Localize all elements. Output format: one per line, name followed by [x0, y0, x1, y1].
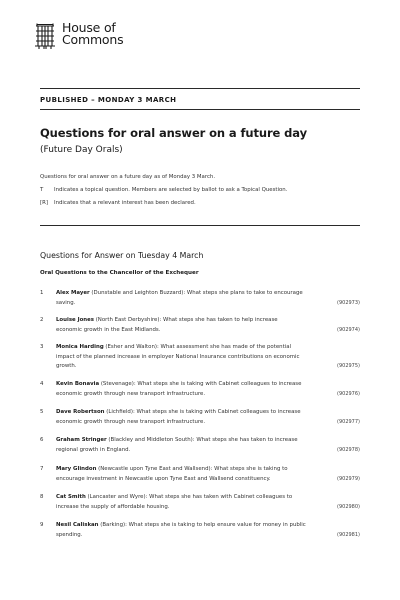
page-subtitle: (Future Day Orals)	[40, 145, 123, 155]
question-text-cont: impact of the planned increase in employer National Insurance contributions on economic	[56, 353, 300, 360]
question-text-cont: regional growth in England.	[56, 446, 131, 453]
question-text: What steps she has taken to help increase	[163, 317, 278, 323]
day-heading: Questions for Answer on Tuesday 4 March	[40, 251, 204, 260]
logo-line-1: House of	[62, 20, 116, 35]
question-text-cont: increase the supply of affordable housing.	[56, 503, 170, 510]
question-number: 3	[40, 344, 44, 350]
question-text: What steps she has taken with Cabinet colleagues to	[149, 494, 293, 500]
constituency: (Dunstable and Leighton Buzzard):	[91, 290, 186, 296]
intro-text: Questions for oral answer on a future day as of Monday 3 March.	[40, 174, 216, 180]
portcullis-icon	[34, 22, 56, 50]
legend-text: Indicates that a relevant interest has been declared.	[54, 200, 196, 206]
section-rule	[40, 225, 360, 226]
section-heading: Oral Questions to the Chancellor of the Exchequer	[40, 270, 199, 276]
question-reference: (902973)	[337, 299, 360, 306]
published-date: PUBLISHED – MONDAY 3 MARCH	[40, 96, 177, 104]
question-text-cont: economic growth in the East Midlands.	[56, 326, 161, 333]
legend-key: [R]	[40, 200, 48, 206]
legend-topical	[40, 187, 370, 193]
member-name: Alex Mayer	[56, 290, 90, 296]
question-reference: (902976)	[337, 390, 360, 397]
house-of-commons-logo	[34, 22, 123, 50]
question-number: 4	[40, 381, 44, 387]
member-name: Cat Smith	[56, 494, 86, 500]
question-reference: (902974)	[337, 326, 360, 333]
constituency: (Blackley and Middleton South):	[108, 437, 195, 443]
constituency: (Barking):	[100, 522, 127, 528]
question-reference: (902979)	[337, 475, 360, 482]
top-rule	[40, 88, 360, 89]
legend-interest	[40, 200, 370, 206]
question-text-cont: economic growth through new transport infrastructure.	[56, 418, 206, 425]
constituency: (North East Derbyshire):	[95, 317, 162, 323]
member-name: Mary Glindon	[56, 466, 97, 472]
page-title: Questions for oral answer on a future day	[40, 126, 307, 140]
question-reference: (902981)	[337, 531, 360, 538]
question-number: 8	[40, 494, 44, 500]
constituency: (Newcastle upon Tyne East and Wallsend):	[98, 466, 213, 472]
constituency: (Lichfield):	[106, 409, 135, 415]
question-text-cont: encourage investment in Newcastle upon Tyne East and Wallsend constituency.	[56, 475, 271, 482]
question-number: 7	[40, 466, 44, 472]
legend-key: T	[40, 187, 44, 193]
legend-text: Indicates a topical question. Members are selected by ballot to ask a Topical Question.	[54, 187, 288, 193]
question-text-cont: economic growth through new transport infrastructure.	[56, 390, 206, 397]
member-name: Monica Harding	[56, 344, 104, 350]
question-reference: (902980)	[337, 503, 360, 510]
question-text: What steps she is taking with Cabinet colleagues to increase	[137, 381, 302, 387]
member-name: Nesil Caliskan	[56, 522, 99, 528]
question-text: What steps she is taking to help ensure value for money in public	[128, 522, 306, 528]
constituency: (Stevenage):	[100, 381, 136, 387]
published-rule	[40, 109, 360, 110]
question-reference: (902975)	[337, 363, 360, 369]
member-name: Kevin Bonavia	[56, 381, 100, 387]
question-text: What steps she is taking with Cabinet colleagues to increase	[136, 409, 301, 415]
constituency: (Esher and Walton):	[105, 344, 159, 350]
question-text-cont: growth.	[56, 363, 77, 369]
member-name: Dave Robertson	[56, 409, 105, 415]
question-number: 5	[40, 409, 44, 415]
question-text: What steps she is taking to	[214, 466, 288, 472]
member-name: Graham Stringer	[56, 437, 107, 443]
question-number: 2	[40, 317, 44, 323]
question-text: What steps she has taken to increase	[196, 437, 298, 443]
question-number: 1	[40, 290, 44, 296]
constituency: (Lancaster and Wyre):	[87, 494, 148, 500]
question-text: What steps she plans to take to encourage	[186, 290, 303, 296]
question-text-cont: saving.	[56, 299, 76, 306]
logo-line-2: Commons	[62, 32, 124, 47]
question-number: 9	[40, 522, 44, 528]
question-text-cont: spending.	[56, 531, 83, 538]
question-number: 6	[40, 437, 44, 443]
member-name: Louise Jones	[56, 317, 94, 323]
question-reference: (902978)	[337, 446, 360, 453]
question-text: What assessment she has made of the potential	[160, 344, 291, 350]
question-reference: (902977)	[337, 418, 360, 425]
